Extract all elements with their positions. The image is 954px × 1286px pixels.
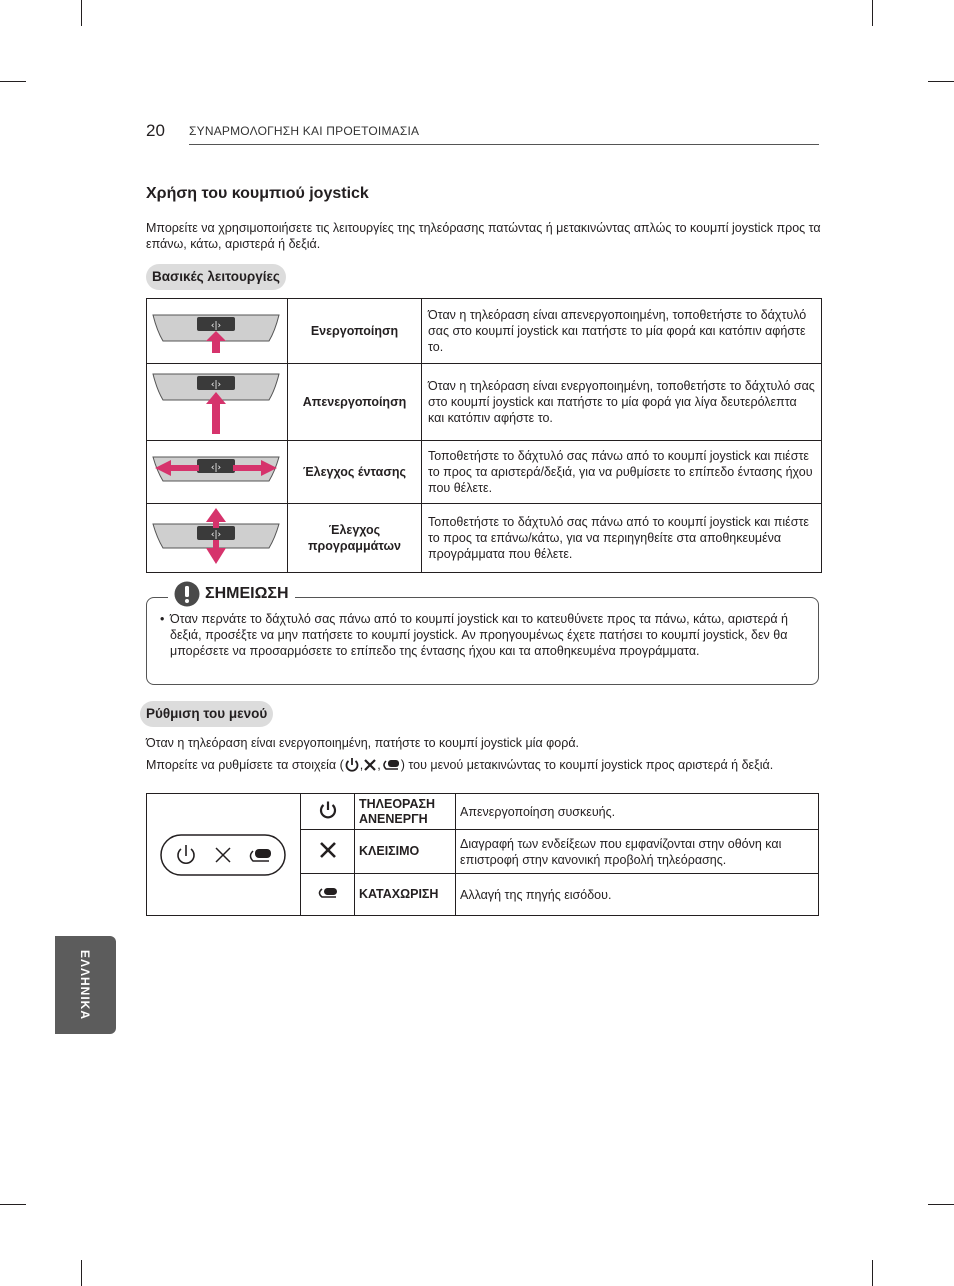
paragraph-text: ) του μενού μετακινώντας το κουμπί joystick προς αριστερά ή δεξιά. xyxy=(400,758,774,772)
joystick-press-up-arrow-icon xyxy=(147,299,288,364)
power-icon xyxy=(301,794,355,830)
menu-illustration xyxy=(147,794,301,916)
table-row xyxy=(147,794,819,830)
bullet: • xyxy=(160,612,165,626)
close-icon xyxy=(301,830,355,874)
separator: , xyxy=(377,758,381,772)
menu-item-description: Αλλαγή της πηγής εισόδου. xyxy=(456,874,819,916)
crop-mark xyxy=(0,81,26,82)
crop-mark xyxy=(872,0,873,26)
function-label: Έλεγχος έντασης xyxy=(288,441,422,504)
power-icon xyxy=(344,757,360,773)
crop-mark xyxy=(872,1260,873,1286)
input-icon xyxy=(301,874,355,916)
menu-settings-heading: Ρύθμιση του μενού xyxy=(140,701,273,727)
separator: , xyxy=(359,758,364,772)
menu-item-label: ΚΛΕΙΣΙΜΟ xyxy=(355,830,456,874)
joystick-up-down-arrows-icon xyxy=(147,504,288,573)
table-row xyxy=(147,504,822,573)
menu-item-label: ΚΑΤΑΧΩΡΙΣΗ xyxy=(355,874,456,916)
menu-item-description: Απενεργοποίηση συσκευής. xyxy=(456,794,819,830)
crop-mark xyxy=(81,1260,82,1286)
basic-functions-table xyxy=(146,298,822,573)
menu-paragraph-1: Όταν η τηλεόραση είναι ενεργοποιημένη, πατήστε το κουμπί joystick μία φορά. xyxy=(146,736,580,750)
section-title: ΣΥΝΑΡΜΟΛΟΓΗΣΗ ΚΑΙ ΠΡΟΕΤΟΙΜΑΣΙΑ xyxy=(189,124,420,138)
svg-text:‹|›: ‹|› xyxy=(210,463,222,473)
function-description: Τοποθετήστε το δάχτυλό σας πάνω από το κουμπί joystick και πιέστε το προς τα αριστερά/δεξιά, για να ρυθμίσετε το επίπεδο έντασης ήχου που θέλετε. xyxy=(422,441,822,504)
menu-paragraph-2 xyxy=(146,757,773,773)
svg-text:‹|›: ‹|› xyxy=(210,321,222,331)
crop-mark xyxy=(928,81,954,82)
page-number: 20 xyxy=(146,121,165,140)
note-body xyxy=(160,611,810,659)
crop-mark xyxy=(0,1204,26,1205)
table-row xyxy=(147,441,822,504)
function-label: Απενεργοποίηση xyxy=(288,364,422,441)
joystick-left-right-arrows-icon xyxy=(147,441,288,504)
table-row xyxy=(147,364,822,441)
language-label: ΕΛΛΗΝΙΚΑ xyxy=(78,949,92,1021)
svg-text:‹|›: ‹|› xyxy=(210,380,222,390)
function-label: Έλεγχος προγραμμάτων xyxy=(288,504,422,573)
note-header xyxy=(168,581,295,607)
function-description: Όταν η τηλεόραση είναι ενεργοποιημένη, τοποθετήστε το δάχτυλό σας στο κουμπί joystick και πατήστε το μία φορά για λίγα δευτερόλεπτα και κατόπιν αφήστε το. xyxy=(422,364,822,441)
close-icon xyxy=(363,758,377,772)
function-description: Όταν η τηλεόραση είναι απενεργοποιημένη, τοποθετήστε το δάχτυλό σας στο κουμπί joystick και πατήστε το μία φορά και κατόπιν αφήστε το. xyxy=(422,299,822,364)
basic-functions-heading: Βασικές λειτουργίες xyxy=(146,264,286,290)
table-row xyxy=(147,299,822,364)
menu-item-description: Διαγραφή των ενδείξεων που εμφανίζονται στην οθόνη και επιστροφή στην κανονική προβολή τηλεόρασης. xyxy=(456,830,819,874)
language-side-tab xyxy=(55,936,116,1034)
crop-mark xyxy=(81,0,82,26)
warning-icon xyxy=(174,581,200,607)
function-description: Τοποθετήστε το δάχτυλό σας πάνω από το κουμπί joystick και πιέστε το προς τα επάνω/κάτω, για να περιηγηθείτε στα αποθηκευμένα προγράμματα που θέλετε. xyxy=(422,504,822,573)
note-text: Όταν περνάτε το δάχτυλό σας πάνω από το κουμπί joystick και το κατευθύνετε προς τα πάνω, κάτω, αριστερά ή δεξιά, προσέξτε να μην πατήσετε το κουμπί joystick. Αν προηγουμένως έχετε πατήσει το κουμπί joystick, δεν θα μπορέσετε να προσαρμόσετε το επίπεδο της έντασης ήχου και τα αποθηκευμένα προγράμματα. xyxy=(170,612,789,658)
svg-text:‹|›: ‹|› xyxy=(210,530,222,540)
page-title: Χρήση του κουμπιού joystick xyxy=(146,185,369,202)
note-title: ΣΗΜΕΙΩΣΗ xyxy=(205,585,289,602)
menu-table xyxy=(146,793,819,916)
menu-item-label: ΤΗΛΕΟΡΑΣΗ ΑΝΕΝΕΡΓΗ xyxy=(355,794,456,830)
intro-paragraph: Μπορείτε να χρησιμοποιήσετε τις λειτουργίες της τηλεόρασης πατώντας ή μετακινώντας απλώς το κουμπί joystick προς τα επάνω, κάτω, αριστερά ή δεξιά. xyxy=(146,221,821,251)
function-label: Ενεργοποίηση xyxy=(288,299,422,364)
paragraph-text: Μπορείτε να ρυθμίσετε τα στοιχεία ( xyxy=(146,758,344,772)
joystick-hold-long-arrow-icon xyxy=(147,364,288,441)
header-rule xyxy=(189,144,819,145)
crop-mark xyxy=(928,1204,954,1205)
input-icon xyxy=(381,758,401,772)
